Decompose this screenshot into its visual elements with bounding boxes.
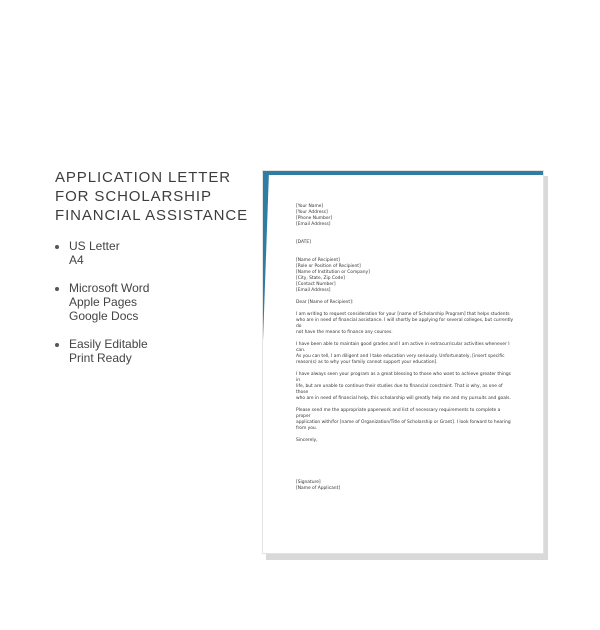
feature-item: Microsoft Word <box>69 281 150 295</box>
sender-line: [Phone Number] <box>296 216 333 221</box>
salutation: Dear [Name of Recipient]: <box>296 300 354 305</box>
paragraph-line: application with/for [name of Organization/Title of Scholarship or Grant]. I look forward to hearing <box>296 420 511 425</box>
sender-line: [Email Address] <box>296 222 331 227</box>
recipient-line: [Name of Institution or Company] <box>296 270 370 275</box>
letter-paragraph <box>296 342 516 366</box>
feature-group-properties <box>55 337 149 365</box>
paragraph-line: As you can tell, I am diligent and I take education very seriously. Unfortunately, [insert specific <box>296 354 505 359</box>
recipient-line: [Email Address] <box>296 288 331 293</box>
accent-bar-top <box>263 171 544 175</box>
letter-paragraph <box>296 312 516 336</box>
bullet-icon <box>55 343 59 347</box>
paragraph-line: Please send me the appropriate paperwork and list of necessary requirements to complete a proper <box>296 408 501 419</box>
feature-item: Apple Pages <box>69 295 138 309</box>
letter-body <box>296 204 516 492</box>
recipient-block <box>296 258 516 294</box>
signature-line: [Signature] <box>296 480 321 485</box>
feature-item: Print Ready <box>69 351 132 365</box>
bullet-icon <box>55 287 59 291</box>
paragraph-line: not have the means to finance any courses. <box>296 330 393 335</box>
feature-group-apps <box>55 281 149 323</box>
paragraph-line: I have been able to maintain good grades and I am active in extracurricular activities whenever I can. <box>296 342 510 353</box>
paragraph-line: I have always seen your program as a great blessing to those who want to achieve greater things in <box>296 372 511 383</box>
paragraph-line: reason(s) as to why your family cannot support your education]. <box>296 360 438 365</box>
title-line: APPLICATION LETTER <box>55 169 231 186</box>
feature-item: A4 <box>69 253 84 267</box>
paragraph-line: I am writing to request consideration for your [name of Scholarship Program] that helps students <box>296 312 510 317</box>
letter-page <box>262 170 544 554</box>
letter-preview <box>262 170 546 558</box>
letter-paragraph <box>296 408 516 432</box>
signature-line: [Name of Applicant] <box>296 486 341 491</box>
bullet-icon <box>55 245 59 249</box>
recipient-line: [Name of Recipient] <box>296 258 340 263</box>
paragraph-line: who are in need of financial help, this scholarship will greatly help me and my pursuits and goals. <box>296 396 511 401</box>
letter-date: [DATE] <box>296 240 311 245</box>
title-line: FINANCIAL ASSISTANCE <box>55 207 249 224</box>
feature-item: Easily Editable <box>69 337 148 351</box>
sender-line: [Your Name] <box>296 204 324 209</box>
recipient-line: [Contact Number] <box>296 282 336 287</box>
recipient-line: [City, State, Zip Code] <box>296 276 345 281</box>
letter-paragraph <box>296 372 516 402</box>
feature-item: Google Docs <box>69 309 139 323</box>
recipient-line: [Role or Position of Recipient] <box>296 264 361 269</box>
sender-block <box>296 204 516 228</box>
feature-item: US Letter <box>69 239 120 253</box>
feature-list <box>55 239 149 379</box>
document-title <box>55 168 255 225</box>
accent-bar-left <box>263 171 269 341</box>
letter-closing: Sincerely, <box>296 438 318 443</box>
signature-block <box>296 480 516 492</box>
paragraph-line: who are in need of financial assistance. I will shortly be applying for several colleges, but currently do <box>296 318 514 329</box>
title-line: FOR SCHOLARSHIP <box>55 188 212 205</box>
paragraph-line: from you. <box>296 426 318 431</box>
sender-line: [Your Address] <box>296 210 328 215</box>
paragraph-line: life, but are unable to continue their studies due to financial constraint. That is why, as one of those <box>296 384 503 395</box>
feature-group-formats <box>55 239 149 267</box>
